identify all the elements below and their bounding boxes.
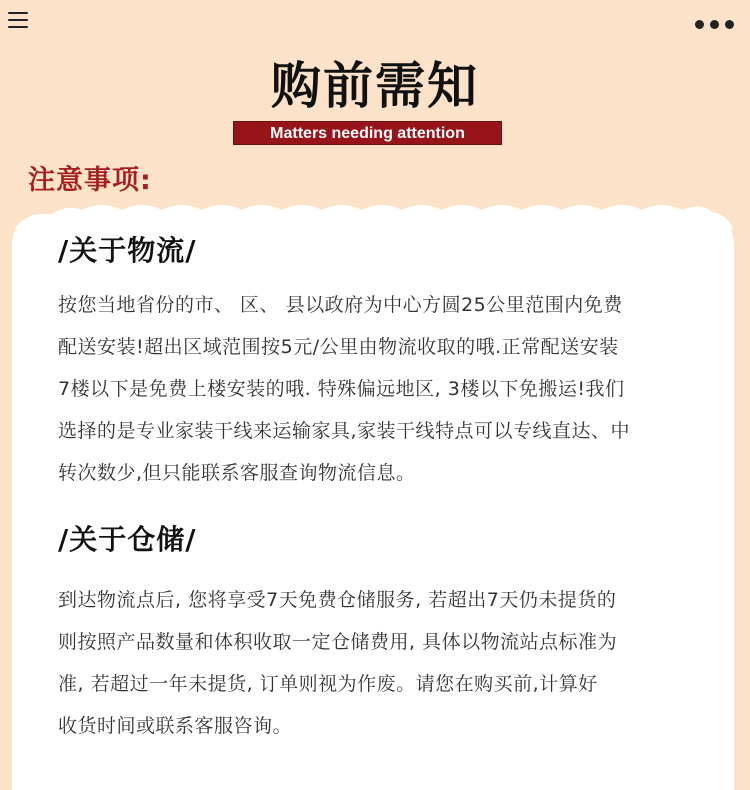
page-title: 购前需知 [271,57,479,115]
subtitle-banner: Matters needing attention [233,121,502,145]
text-line: 到达物流点后, 您将享受7天免费仓储服务, 若超出7天仍未提货的 [58,589,617,611]
text-line: 7楼以下是免费上楼安装的哦. 特殊偏远地区, 3楼以下免搬运!我们 [58,378,625,400]
hamburger-menu-icon[interactable] [8,12,28,28]
text-line: 收货时间或联系客服咨询。 [58,715,293,737]
text-line: 配送安装!超出区域范围按5元/公里由物流收取的哦.正常配送安装 [58,336,619,358]
text-line: 选择的是专业家装干线来运输家具,家装干线特点可以专线直达、中 [58,420,631,442]
section-text-storage [58,579,698,747]
text-line: 按您当地省份的市、 区、 县以政府为中心方圆25公里范围内免费 [58,294,623,316]
notice-heading: 注意事项: [28,165,152,196]
more-dots-icon[interactable] [695,20,734,29]
section-title-logistics: /关于物流/ [58,234,197,267]
text-line: 准, 若超过一年未提货, 订单则视为作废。请您在购买前,计算好 [58,673,598,695]
section-text-logistics [58,284,698,494]
section-title-storage: /关于仓储/ [58,523,197,556]
text-line: 转次数少,但只能联系客服查询物流信息。 [58,462,416,484]
text-line: 则按照产品数量和体积收取一定仓储费用, 具体以物流站点标准为 [58,631,618,653]
